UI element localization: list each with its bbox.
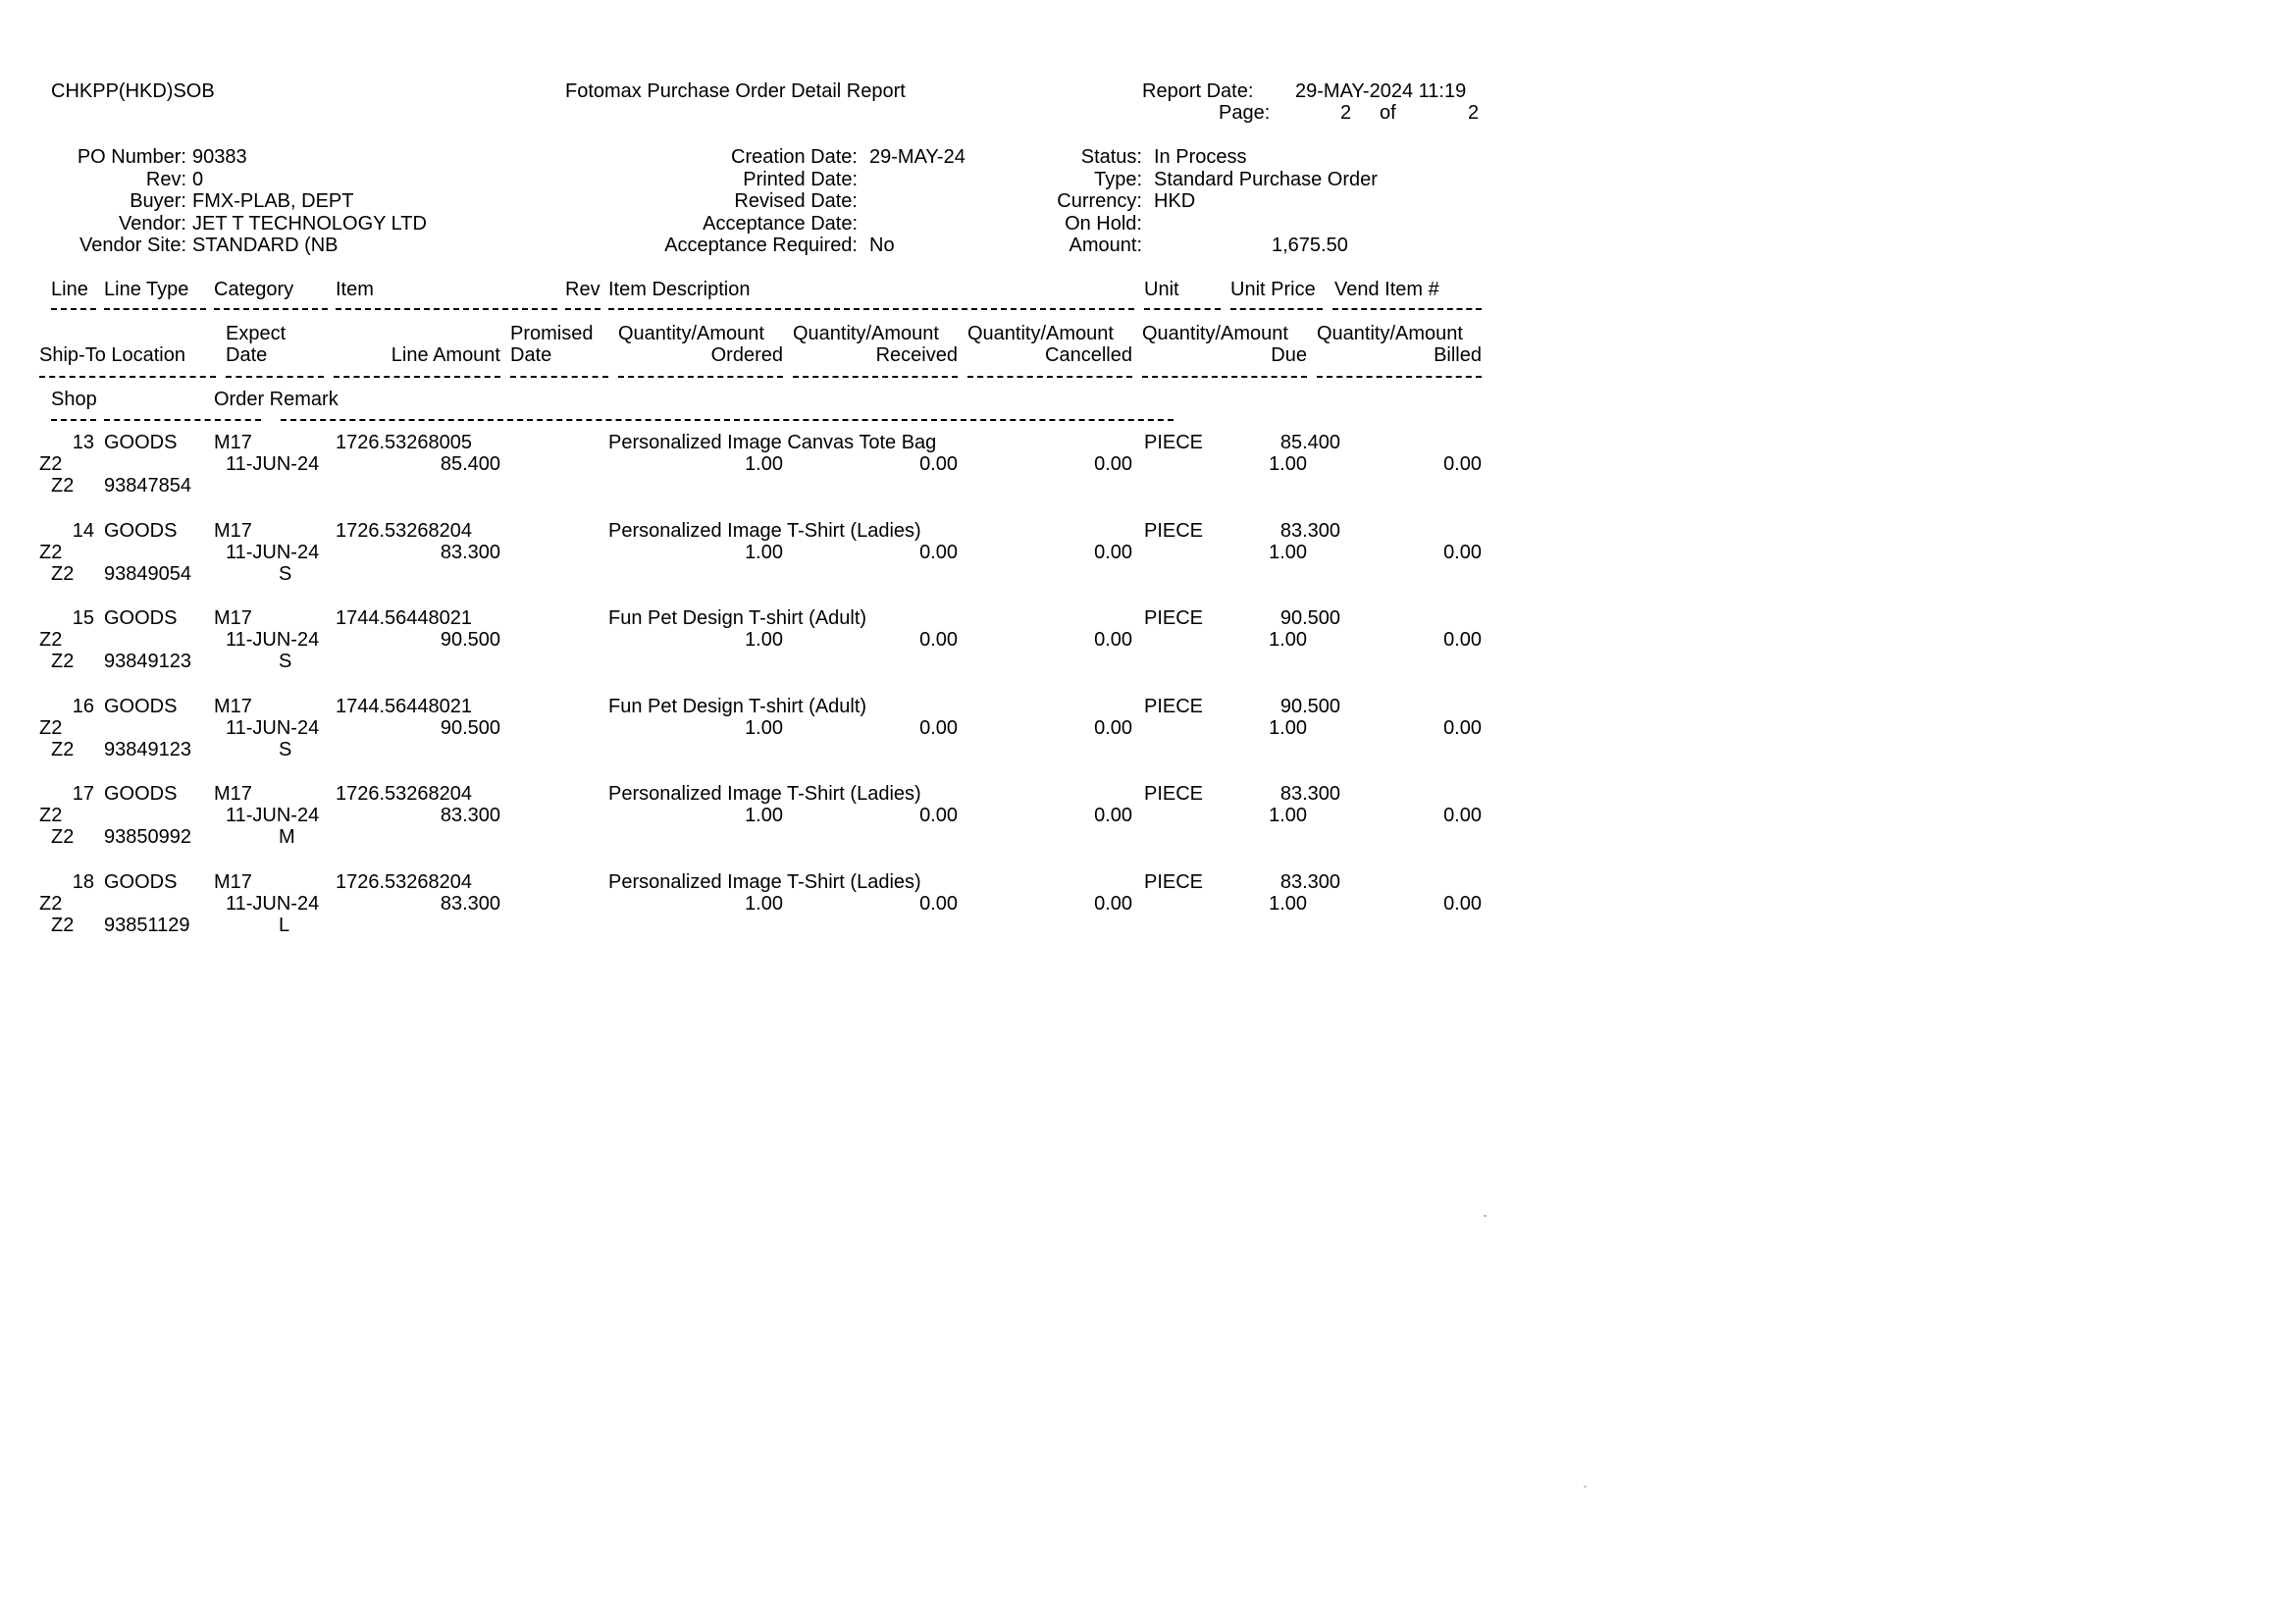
po-right-label: Amount: <box>1069 235 1142 256</box>
col-unit: Unit <box>1144 279 1179 300</box>
line-amount: 83.300 <box>440 893 500 915</box>
po-right-value: Standard Purchase Order <box>1154 169 1378 190</box>
po-left-value: STANDARD (NB <box>192 235 339 256</box>
line-cancelled: 0.00 <box>1094 453 1132 475</box>
col-line-amount: Line Amount <box>391 344 500 366</box>
po-mid-label: Creation Date: <box>731 146 858 168</box>
po-left-value: JET T TECHNOLOGY LTD <box>192 213 427 235</box>
line-remark: M <box>279 826 295 848</box>
line-due: 1.00 <box>1269 629 1307 651</box>
line-category: M17 <box>214 607 252 629</box>
col-qa-billed: Quantity/Amount <box>1317 323 1463 344</box>
line-ship-to: Z2 <box>39 629 63 651</box>
scan-speck <box>1484 1215 1487 1217</box>
col-ordered: Ordered <box>710 344 783 366</box>
report-date-label: Report Date: <box>1142 80 1254 102</box>
po-left-value: 0 <box>192 169 204 190</box>
line-cancelled: 0.00 <box>1094 805 1132 826</box>
line-ordered: 1.00 <box>745 629 783 651</box>
line-type: GOODS <box>104 783 178 805</box>
line-type: GOODS <box>104 696 178 717</box>
po-mid-value: No <box>869 235 895 256</box>
line-due: 1.00 <box>1269 893 1307 915</box>
col-item: Item <box>336 279 374 300</box>
line-shop: Z2 <box>51 739 75 760</box>
line-expect-date: 11-JUN-24 <box>226 717 320 739</box>
line-item: 1744.56448021 <box>336 607 473 629</box>
col-line-type: Line Type <box>104 279 189 300</box>
po-right-value: 1,675.50 <box>1272 235 1348 256</box>
line-expect-date: 11-JUN-24 <box>226 542 320 563</box>
line-description: Fun Pet Design T-shirt (Adult) <box>608 696 867 717</box>
col-shop: Shop <box>51 389 97 410</box>
po-left-label: Buyer: <box>130 190 186 212</box>
line-expect-date: 11-JUN-24 <box>226 629 320 651</box>
line-unit: PIECE <box>1144 871 1204 893</box>
line-billed: 0.00 <box>1443 805 1482 826</box>
line-remark: S <box>279 563 292 585</box>
col-item-description: Item Description <box>608 279 751 300</box>
line-shop-code: 93847854 <box>104 475 191 497</box>
line-remark: L <box>279 915 290 936</box>
page-number: 2 <box>1340 102 1352 124</box>
line-unit-price: 90.500 <box>1279 696 1340 717</box>
po-right-label: Status: <box>1080 146 1142 168</box>
line-shop-code: 93850992 <box>104 826 191 848</box>
line-number: 13 <box>72 432 94 453</box>
line-received: 0.00 <box>919 542 958 563</box>
line-received: 0.00 <box>919 629 958 651</box>
col-qa-cancelled: Quantity/Amount <box>967 323 1114 344</box>
col-date-expect: Date <box>226 344 268 366</box>
col-billed: Billed <box>1434 344 1482 366</box>
line-unit-price: 83.300 <box>1279 783 1340 805</box>
line-description: Personalized Image T-Shirt (Ladies) <box>608 520 921 542</box>
line-type: GOODS <box>104 432 178 453</box>
col-cancelled: Cancelled <box>1045 344 1132 366</box>
line-unit-price: 85.400 <box>1279 432 1340 453</box>
col-rev: Rev <box>565 279 600 300</box>
line-unit: PIECE <box>1144 607 1204 629</box>
report-date: 29-MAY-2024 11:19 <box>1295 80 1467 102</box>
line-unit: PIECE <box>1144 432 1204 453</box>
col-qa-received: Quantity/Amount <box>793 323 939 344</box>
line-billed: 0.00 <box>1443 893 1482 915</box>
line-ship-to: Z2 <box>39 717 63 739</box>
po-mid-label: Revised Date: <box>734 190 858 212</box>
line-received: 0.00 <box>919 893 958 915</box>
line-cancelled: 0.00 <box>1094 542 1132 563</box>
line-amount: 83.300 <box>440 542 500 563</box>
line-ordered: 1.00 <box>745 453 783 475</box>
po-right-label: On Hold: <box>1065 213 1142 235</box>
line-amount: 85.400 <box>440 453 500 475</box>
line-description: Personalized Image Canvas Tote Bag <box>608 432 937 453</box>
line-category: M17 <box>214 432 252 453</box>
line-shop: Z2 <box>51 651 75 672</box>
line-unit: PIECE <box>1144 520 1204 542</box>
po-left-label: Rev: <box>145 169 186 190</box>
line-shop-code: 93849054 <box>104 563 191 585</box>
page-total: 2 <box>1468 102 1480 124</box>
line-unit-price: 83.300 <box>1279 871 1340 893</box>
line-received: 0.00 <box>919 805 958 826</box>
po-left-label: PO Number: <box>77 146 186 168</box>
po-mid-value: 29-MAY-24 <box>869 146 965 168</box>
line-item: 1726.53268005 <box>336 432 473 453</box>
col-qa-due: Quantity/Amount <box>1142 323 1288 344</box>
line-category: M17 <box>214 871 252 893</box>
line-billed: 0.00 <box>1443 542 1482 563</box>
line-type: GOODS <box>104 607 178 629</box>
page-label: Page: <box>1219 102 1271 124</box>
po-left-label: Vendor: <box>119 213 186 235</box>
line-expect-date: 11-JUN-24 <box>226 453 320 475</box>
line-number: 14 <box>72 520 94 542</box>
line-type: GOODS <box>104 520 178 542</box>
line-unit: PIECE <box>1144 696 1204 717</box>
col-order-remark: Order Remark <box>214 389 339 410</box>
line-ship-to: Z2 <box>39 453 63 475</box>
line-expect-date: 11-JUN-24 <box>226 893 320 915</box>
line-item: 1744.56448021 <box>336 696 473 717</box>
line-unit-price: 90.500 <box>1279 607 1340 629</box>
line-amount: 90.500 <box>440 717 500 739</box>
col-received: Received <box>875 344 958 366</box>
line-received: 0.00 <box>919 717 958 739</box>
line-remark: S <box>279 651 292 672</box>
program-code: CHKPP(HKD)SOB <box>51 80 215 102</box>
line-shop: Z2 <box>51 563 75 585</box>
col-category: Category <box>214 279 294 300</box>
line-description: Personalized Image T-Shirt (Ladies) <box>608 871 921 893</box>
line-ship-to: Z2 <box>39 805 63 826</box>
line-description: Fun Pet Design T-shirt (Adult) <box>608 607 867 629</box>
line-shop: Z2 <box>51 475 75 497</box>
line-item: 1726.53268204 <box>336 871 473 893</box>
line-cancelled: 0.00 <box>1094 893 1132 915</box>
line-ordered: 1.00 <box>745 542 783 563</box>
line-type: GOODS <box>104 871 178 893</box>
line-remark: S <box>279 739 292 760</box>
line-number: 15 <box>72 607 94 629</box>
line-category: M17 <box>214 696 252 717</box>
col-qa-ordered: Quantity/Amount <box>618 323 764 344</box>
scan-speck <box>1584 1486 1587 1488</box>
line-description: Personalized Image T-Shirt (Ladies) <box>608 783 921 805</box>
line-unit-price: 83.300 <box>1279 520 1340 542</box>
line-due: 1.00 <box>1269 805 1307 826</box>
line-unit: PIECE <box>1144 783 1204 805</box>
po-left-value: FMX-PLAB, DEPT <box>192 190 354 212</box>
line-billed: 0.00 <box>1443 453 1482 475</box>
line-number: 17 <box>72 783 94 805</box>
col-expect: Expect <box>226 323 287 344</box>
po-left-value: 90383 <box>192 146 247 168</box>
line-amount: 90.500 <box>440 629 500 651</box>
line-cancelled: 0.00 <box>1094 717 1132 739</box>
line-cancelled: 0.00 <box>1094 629 1132 651</box>
line-due: 1.00 <box>1269 542 1307 563</box>
line-item: 1726.53268204 <box>336 520 473 542</box>
line-expect-date: 11-JUN-24 <box>226 805 320 826</box>
col-unit-price: Unit Price <box>1230 279 1316 300</box>
col-line: Line <box>51 279 88 300</box>
po-right-label: Type: <box>1094 169 1142 190</box>
line-number: 18 <box>72 871 94 893</box>
line-number: 16 <box>72 696 94 717</box>
po-right-value: In Process <box>1154 146 1247 168</box>
line-billed: 0.00 <box>1443 629 1482 651</box>
line-due: 1.00 <box>1269 717 1307 739</box>
line-category: M17 <box>214 783 252 805</box>
line-category: M17 <box>214 520 252 542</box>
page-of-label: of <box>1380 102 1396 124</box>
col-vend-item: Vend Item # <box>1334 279 1439 300</box>
line-ordered: 1.00 <box>745 717 783 739</box>
col-promised: Promised <box>510 323 594 344</box>
po-mid-label: Acceptance Date: <box>703 213 858 235</box>
line-ship-to: Z2 <box>39 893 63 915</box>
report-title: Fotomax Purchase Order Detail Report <box>565 80 906 102</box>
line-amount: 83.300 <box>440 805 500 826</box>
col-due: Due <box>1271 344 1307 366</box>
line-shop: Z2 <box>51 915 75 936</box>
col-date-promised: Date <box>510 344 552 366</box>
line-billed: 0.00 <box>1443 717 1482 739</box>
po-left-label: Vendor Site: <box>79 235 186 256</box>
line-shop-code: 93849123 <box>104 651 191 672</box>
line-ordered: 1.00 <box>745 893 783 915</box>
line-item: 1726.53268204 <box>336 783 473 805</box>
line-shop: Z2 <box>51 826 75 848</box>
po-right-label: Currency: <box>1057 190 1142 212</box>
line-shop-code: 93851129 <box>104 915 190 936</box>
line-received: 0.00 <box>919 453 958 475</box>
line-ship-to: Z2 <box>39 542 63 563</box>
col-ship-to-location: Ship-To Location <box>39 344 185 366</box>
po-mid-label: Printed Date: <box>743 169 858 190</box>
po-mid-label: Acceptance Required: <box>664 235 858 256</box>
line-due: 1.00 <box>1269 453 1307 475</box>
line-shop-code: 93849123 <box>104 739 191 760</box>
line-ordered: 1.00 <box>745 805 783 826</box>
po-right-value: HKD <box>1154 190 1196 212</box>
